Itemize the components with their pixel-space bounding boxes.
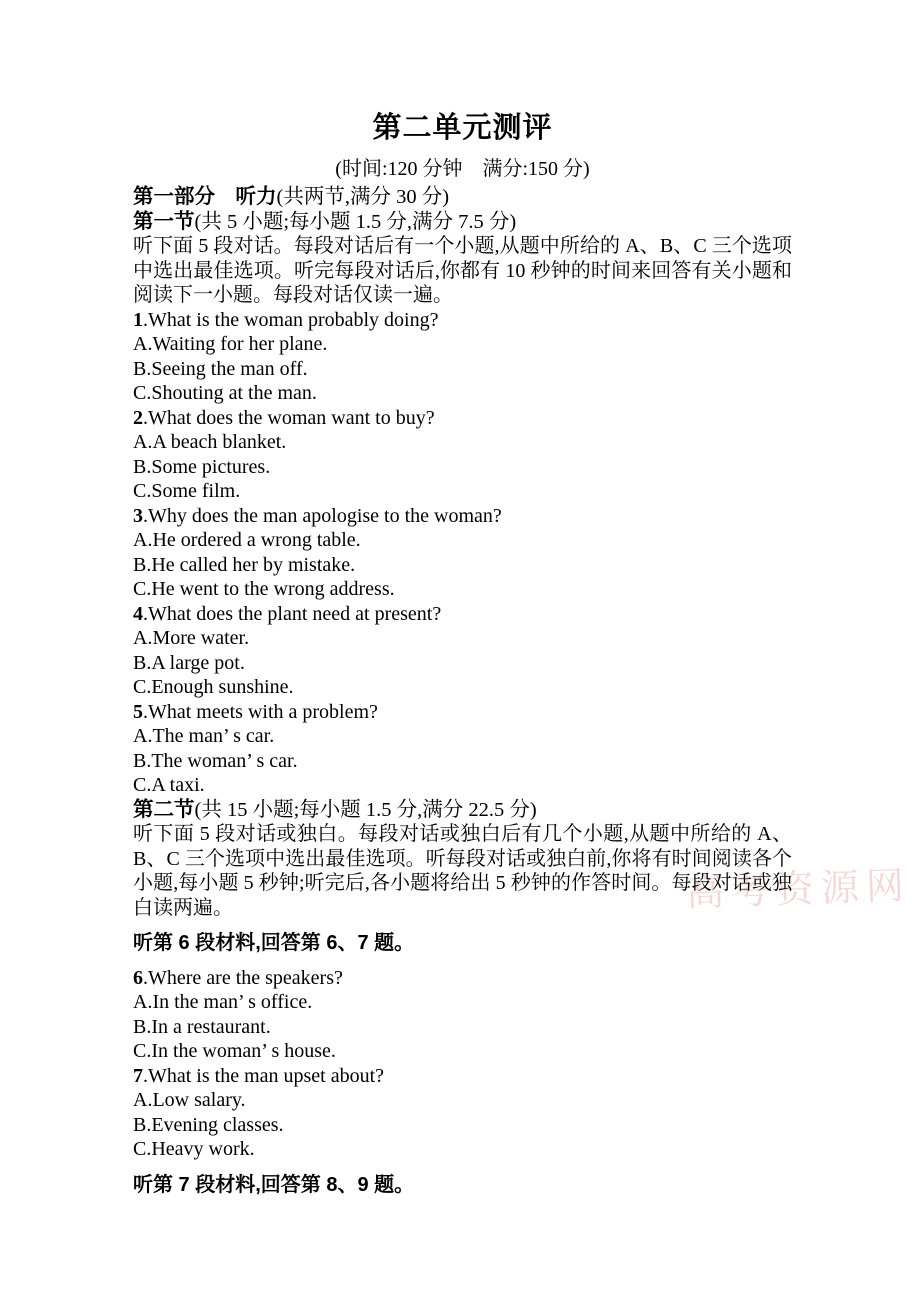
option-line: C.He went to the wrong address. bbox=[133, 578, 395, 600]
option-line: B.Some pictures. bbox=[133, 455, 271, 478]
question-stem bbox=[133, 966, 792, 991]
option-line: B.Seeing the man off. bbox=[133, 357, 308, 380]
question-stem bbox=[133, 1064, 792, 1089]
question-number: 5 bbox=[133, 700, 143, 723]
question-block-7 bbox=[133, 1064, 792, 1162]
question-block-5 bbox=[133, 700, 792, 798]
question-block-2 bbox=[133, 406, 792, 504]
question-text: .Why does the man apologise to the woman? bbox=[143, 504, 502, 527]
section2-header bbox=[133, 798, 792, 823]
question-number: 1 bbox=[133, 308, 143, 331]
option-line: B.Evening classes. bbox=[133, 1113, 284, 1136]
question-number: 3 bbox=[133, 504, 143, 527]
option-line: C.Heavy work. bbox=[133, 1138, 255, 1160]
question-stem bbox=[133, 406, 792, 431]
option-line: A.In the man’ s office. bbox=[133, 991, 313, 1013]
material-6-line: 听第 6 段材料,回答第 6、7 题。 bbox=[133, 932, 415, 954]
option-line: C.A taxi. bbox=[133, 774, 205, 796]
option-line: C.Shouting at the man. bbox=[133, 382, 317, 404]
section1-instructions: 听下面 5 段对话。每段对话后有一个小题,从题中所给的 A、B、C 三个选项中选出最佳选项。听完每段对话后,你都有 10 秒钟的时间来回答有关小题和阅读下一小题。每段对话仅读一遍。 bbox=[133, 235, 792, 306]
question-text: .What is the woman probably doing? bbox=[143, 308, 439, 331]
question-text: .Where are the speakers? bbox=[143, 966, 343, 989]
option-line: C.Some film. bbox=[133, 480, 241, 502]
page-title: 第二单元测评 bbox=[372, 112, 553, 144]
option-line: A.More water. bbox=[133, 627, 250, 649]
material-7-line: 听第 7 段材料,回答第 8、9 题。 bbox=[133, 1173, 415, 1196]
part1-header-main: 第一部分 听力 bbox=[133, 185, 277, 208]
section1-header bbox=[133, 210, 792, 235]
option-line: B.He called her by mistake. bbox=[133, 553, 356, 576]
question-number: 2 bbox=[133, 406, 143, 429]
option-line: A.The man’ s car. bbox=[133, 725, 275, 747]
section2-header-paren: (共 15 小题;每小题 1.5 分,满分 22.5 分) bbox=[194, 798, 537, 821]
question-text: .What is the man upset about? bbox=[143, 1064, 385, 1087]
section2-header-main: 第二节 bbox=[133, 797, 195, 821]
option-line: B.The woman’ s car. bbox=[133, 749, 298, 772]
question-stem bbox=[133, 308, 792, 333]
question-number: 7 bbox=[133, 1064, 143, 1087]
section1-header-paren: (共 5 小题;每小题 1.5 分,满分 7.5 分) bbox=[194, 210, 517, 233]
option-line: B.A large pot. bbox=[133, 651, 245, 674]
part1-header-paren: (共两节,满分 30 分) bbox=[276, 186, 450, 208]
question-stem bbox=[133, 602, 792, 627]
exam-time-score-line: (时间:120 分钟 满分:150 分) bbox=[335, 158, 590, 180]
page-content bbox=[133, 110, 792, 1207]
section1-header-main: 第一节 bbox=[133, 209, 195, 233]
question-stem bbox=[133, 504, 792, 529]
option-line: C.In the woman’ s house. bbox=[133, 1040, 336, 1062]
option-line: B.In a restaurant. bbox=[133, 1015, 271, 1038]
option-line: A.He ordered a wrong table. bbox=[133, 529, 361, 551]
watermark: 高考资源网 bbox=[685, 865, 912, 915]
question-block-3 bbox=[133, 504, 792, 602]
question-text: .What does the woman want to buy? bbox=[143, 406, 435, 429]
option-line: C.Enough sunshine. bbox=[133, 676, 294, 698]
question-block-1 bbox=[133, 308, 792, 406]
part1-header bbox=[133, 185, 792, 210]
section2-instructions: 听下面 5 段对话或独白。每段对话或独白后有几个小题,从题中所给的 A、B、C 三个选项中选出最佳选项。听每段对话或独白前,你将有时间阅读各个小题,每小题 5 秒钟;听完后,各小题将给出 5 秒钟的作答时间。每段对话或独白读两遍。 bbox=[133, 823, 792, 919]
option-line: A.Low salary. bbox=[133, 1089, 246, 1111]
option-line: A.Waiting for her plane. bbox=[133, 333, 328, 355]
question-number: 6 bbox=[133, 966, 143, 989]
question-number: 4 bbox=[133, 602, 143, 625]
question-text: .What meets with a problem? bbox=[143, 700, 378, 723]
question-block-6 bbox=[133, 966, 792, 1064]
question-text: .What does the plant need at present? bbox=[143, 602, 442, 625]
option-line: A.A beach blanket. bbox=[133, 431, 287, 453]
question-block-4 bbox=[133, 602, 792, 700]
question-stem bbox=[133, 700, 792, 725]
